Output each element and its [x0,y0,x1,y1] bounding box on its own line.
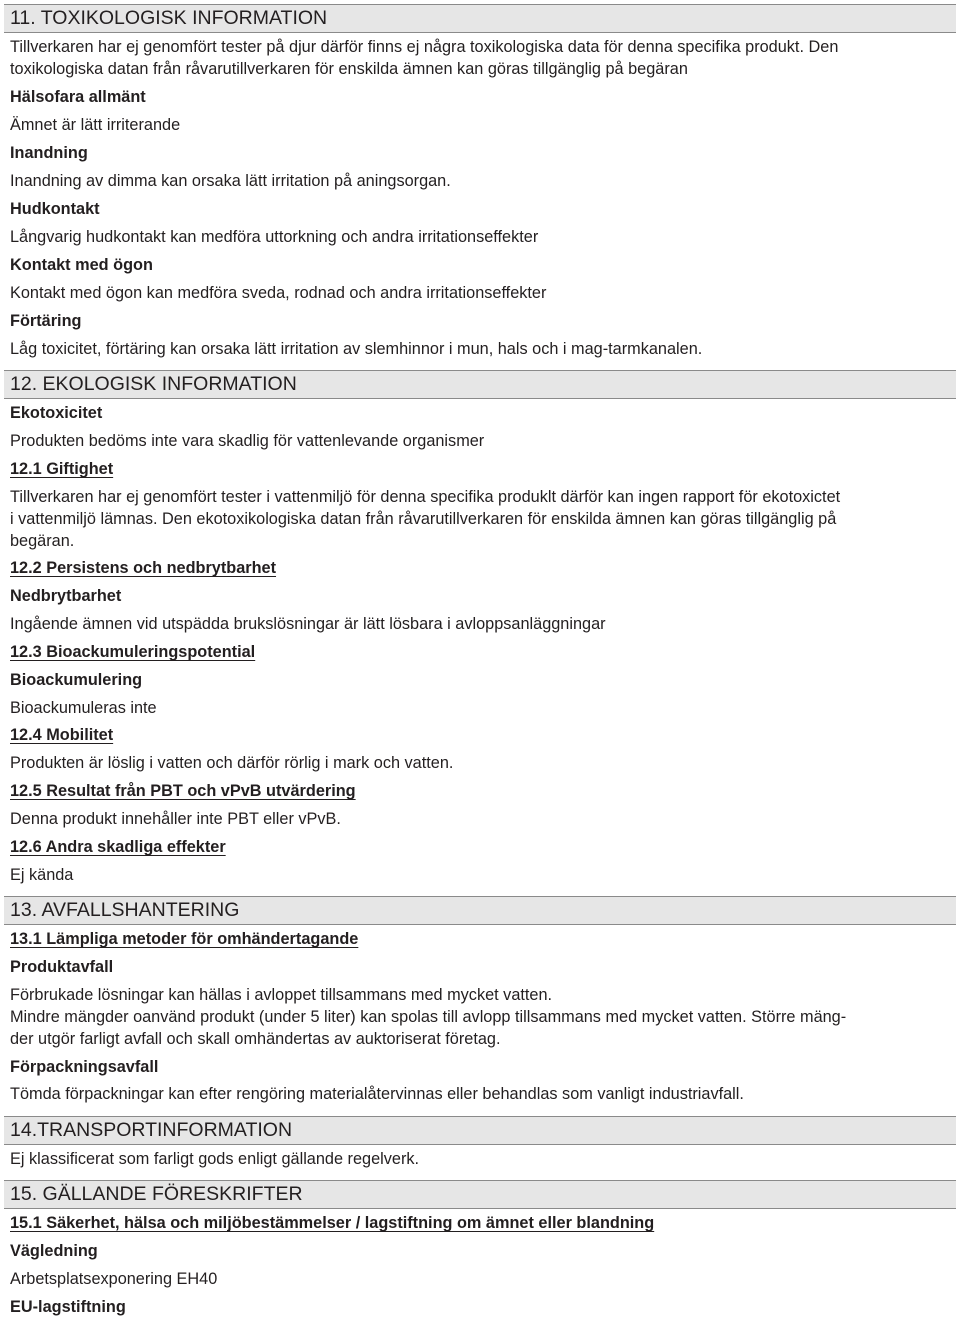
section-13-header: 13. AVFALLSHANTERING [4,896,956,925]
s12-heading-bioaccumulation: Bioackumulering [10,671,143,689]
s11-heading-general-health: Hälsofara allmänt [10,88,146,106]
s11-intro-line-1: Tillverkaren har ej genomfört tester på djur därför finns ej några toxikologiska data för denna specifika produkt. Den [10,38,839,56]
s13-heading-product-waste: Produktavfall [10,958,114,976]
s15-heading-eu-legislation: EU-lagstiftning [10,1298,126,1316]
s13-text-product-waste-line-2: Mindre mängder oanvänd produkt (under 5 liter) kan spolas till avlopp tillsammans med mycket vatten. Större mäng- [10,1008,847,1026]
s12-subheading-12-3: 12.3 Bioackumuleringspotential [10,643,256,661]
section-15-header: 15. GÄLLANDE FÖRESKRIFTER [4,1180,956,1209]
s12-text-ecotoxicity: Produkten bedöms inte vara skadlig för vattenlevande organismer [10,432,485,450]
s12-text-12-4: Produkten är löslig i vatten och därför rörlig i mark och vatten. [10,754,454,772]
s12-heading-ecotoxicity: Ekotoxicitet [10,404,103,422]
s12-text-12-5: Denna produkt innehåller inte PBT eller vPvB. [10,810,341,828]
s13-heading-packaging-waste: Förpackningsavfall [10,1058,159,1076]
s12-subheading-12-2: 12.2 Persistens och nedbrytbarhet [10,559,277,577]
s12-subheading-12-1: 12.1 Giftighet [10,460,114,478]
s12-text-12-1-line-3: begäran. [10,532,75,550]
s15-heading-guidance: Vägledning [10,1242,98,1260]
s11-intro-line-2: toxikologiska datan från råvarutillverkaren för enskilda ämnen kan göras tillgänglig på begäran [10,60,688,78]
section-11-header: 11. TOXIKOLOGISK INFORMATION [4,4,956,33]
s13-text-packaging-waste: Tömda förpackningar kan efter rengöring materialåtervinnas eller behandlas som vanligt industriavfall. [10,1085,744,1103]
s13-subheading-13-1: 13.1 Lämpliga metoder för omhändertagande [10,930,359,948]
section-12-header: 12. EKOLOGISK INFORMATION [4,370,956,399]
s13-text-product-waste-line-3: der utgör farligt avfall och skall omhändertas av auktoriserat företag. [10,1030,501,1048]
s11-heading-eye-contact: Kontakt med ögon [10,256,153,274]
s15-subheading-15-1: 15.1 Säkerhet, hälsa och miljöbestämmelser / lagstiftning om ämnet eller blandning [10,1214,655,1232]
s12-subheading-12-6: 12.6 Andra skadliga effekter [10,838,226,856]
section-14-header: 14.TRANSPORTINFORMATION [4,1116,956,1145]
s12-heading-degradability: Nedbrytbarhet [10,587,122,605]
s13-text-product-waste-line-1: Förbrukade lösningar kan hällas i avloppet tillsammans med mycket vatten. [10,986,553,1004]
s11-heading-skin-contact: Hudkontakt [10,200,100,218]
s14-text: Ej klassificerat som farligt gods enligt gällande regelverk. [10,1150,420,1168]
s11-heading-ingestion: Förtäring [10,312,82,330]
s11-text-general-health: Ämnet är lätt irriterande [10,116,181,134]
s12-text-12-1-line-2: i vattenmiljö lämnas. Den ekotoxikologiska datan från råvarutillverkaren för enskilda ämnen kan göras tillgänglig på [10,510,837,528]
s11-text-eye-contact: Kontakt med ögon kan medföra sveda, rodnad och andra irritationseffekter [10,284,547,302]
s11-text-ingestion: Låg toxicitet, förtäring kan orsaka lätt irritation av slemhinnor i mun, hals och i mag-tarmkanalen. [10,340,703,358]
s12-subheading-12-5: 12.5 Resultat från PBT och vPvB utvärdering [10,782,356,800]
s12-text-bioaccumulation: Bioackumuleras inte [10,699,157,717]
s12-text-12-1-line-1: Tillverkaren har ej genomfört tester i vattenmiljö för denna specifika produklt därför kan ingen rapport för ekotoxictet [10,488,841,506]
s12-text-12-6: Ej kända [10,866,74,884]
s11-text-skin-contact: Långvarig hudkontakt kan medföra uttorkning och andra irritationseffekter [10,228,539,246]
s15-text-guidance: Arbetsplatsexponering EH40 [10,1270,218,1288]
s11-text-inhalation: Inandning av dimma kan orsaka lätt irritation på aningsorgan. [10,172,451,190]
s12-subheading-12-4: 12.4 Mobilitet [10,726,114,744]
s12-text-degradability: Ingående ämnen vid utspädda brukslösningar är lätt lösbara i avloppsanläggningar [10,615,606,633]
s11-heading-inhalation: Inandning [10,144,88,162]
